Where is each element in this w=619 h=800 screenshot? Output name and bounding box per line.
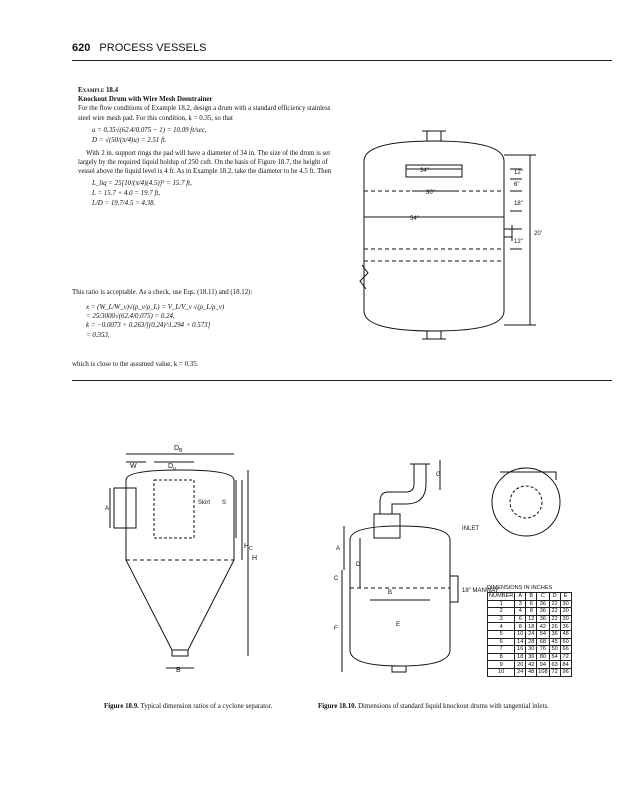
col-header: NUMBER <box>489 593 514 600</box>
table-cell: 48 <box>526 668 537 676</box>
table-cell: 96 <box>560 668 571 676</box>
label-A: A <box>336 546 341 552</box>
table-cell: 36 <box>537 615 549 623</box>
table-title: DIMENSIONS IN INCHES <box>487 585 553 591</box>
table-cell: 6 <box>526 600 537 608</box>
table-cell: 22 <box>549 600 560 608</box>
table-cell: 63 <box>549 661 560 669</box>
table-cell: 4 <box>515 608 526 616</box>
label-H: H <box>252 555 258 562</box>
table-cell: 94 <box>537 661 549 669</box>
table-cell: 45 <box>549 638 560 646</box>
equation-line: = 25/3000√(62.4/0.075) = 0.24, <box>86 313 175 321</box>
table-cell: 72 <box>560 653 571 661</box>
table-row <box>488 615 572 623</box>
col-header: B <box>526 593 537 601</box>
bottom-head <box>364 311 504 331</box>
table-cell: 12 <box>526 615 537 623</box>
table-cell: 36 <box>549 630 560 638</box>
table-cell: 30 <box>560 608 571 616</box>
col-header: D <box>549 593 560 601</box>
label-D: D <box>356 562 361 568</box>
table-cell: 28 <box>526 638 537 646</box>
label-20ft: 20' <box>534 231 542 237</box>
table-cell: 42 <box>537 623 549 631</box>
table-cell: 26 <box>549 623 560 631</box>
table-cell: 36 <box>537 608 549 616</box>
label-G: G <box>436 472 441 478</box>
label-Hc: $H_C$ <box>244 543 253 552</box>
table-cell: 3 <box>488 615 515 623</box>
label-12a: 12" <box>514 170 523 176</box>
table-cell: 8 <box>488 653 515 661</box>
label-DB: $D_B$ <box>174 445 183 454</box>
table-cell: 3 <box>515 600 526 608</box>
table-cell: 36 <box>526 653 537 661</box>
table-cell: 2 <box>488 608 515 616</box>
example-paragraph-3: This ratio is acceptable. As a check, use Eqs. (18.11) and (18.12): <box>72 289 253 296</box>
table-row <box>488 630 572 638</box>
label-30: 30" <box>426 190 435 196</box>
dust-outlet <box>172 650 188 656</box>
example-subtitle: Knockout Drum with Wire Mesh Deentrainer <box>78 96 213 104</box>
table-cell: 108 <box>538 669 548 676</box>
label-inlet: INLET <box>462 526 480 532</box>
table-cell: 18 <box>526 623 537 631</box>
table-cell: 16 <box>515 646 526 654</box>
label-skirt: Skirt <box>198 500 210 506</box>
col-header: A <box>515 593 526 601</box>
label-manway: 18" MANWAY <box>462 588 499 594</box>
table-cell: 9 <box>488 661 515 669</box>
inlet-duct <box>114 488 136 528</box>
col-header: C <box>537 593 549 601</box>
equation-line: L = 15.7 + 4.0 = 19.7 ft, <box>92 190 160 198</box>
cyclone-top <box>126 470 234 480</box>
equation-line: = 0.353, <box>86 331 110 339</box>
table-cell: 5 <box>488 630 515 638</box>
table-cell: 8 <box>526 608 537 616</box>
bottom-nozzle <box>427 331 441 339</box>
caption-title: Figure 18.9. <box>104 703 139 710</box>
equation-line: u = 0.35√(62.4/0.075 − 1) = 10.09 ft/sec, <box>92 126 207 134</box>
table-cell: 24 <box>526 630 537 638</box>
table-cell: 48 <box>560 630 571 638</box>
table-cell: 22 <box>549 615 560 623</box>
figure-18-9-caption <box>104 702 304 711</box>
label-A: A <box>105 506 110 512</box>
table-row <box>488 600 572 608</box>
equation-line: L_liq = 25[10/(π/4)(4.5)]² = 15.7 ft, <box>92 180 192 188</box>
label-B: B <box>176 667 181 674</box>
top-head <box>364 141 504 161</box>
label-12b: 12" <box>514 239 523 245</box>
label-F: F <box>334 626 338 632</box>
table-row <box>488 608 572 616</box>
label-C: C <box>334 576 339 582</box>
table-cell: 6 <box>488 638 515 646</box>
equation-group-2 <box>92 179 338 209</box>
drum-figure <box>350 125 560 355</box>
table-cell: 20 <box>515 661 526 669</box>
label-W: W <box>130 463 137 470</box>
gas-outlet-tube <box>154 480 194 538</box>
top-nozzle <box>427 131 441 141</box>
table-cell: 54 <box>537 630 549 638</box>
col-header: E <box>560 593 571 601</box>
dimension-table <box>487 592 572 677</box>
table-cell: 24 <box>515 668 526 676</box>
equation-group-1 <box>92 126 338 146</box>
plan-inner <box>510 486 542 518</box>
table-cell: 68 <box>537 638 549 646</box>
table-cell: 80 <box>537 653 549 661</box>
table-cell: 14 <box>515 638 526 646</box>
cyclone-cone <box>126 560 234 650</box>
caption-text: Dimensions of standard liquid knockout drums with tangential inlets. <box>358 703 549 710</box>
table-cell: 18 <box>515 653 526 661</box>
figure-18-10-caption <box>318 702 598 711</box>
table-cell: 36 <box>537 600 549 608</box>
plan-outer <box>492 468 560 536</box>
caption-title: Figure 18.10. <box>318 703 357 710</box>
table-header-row <box>488 593 572 601</box>
header-rule <box>72 60 612 61</box>
table-cell: 10 <box>488 668 515 676</box>
example-paragraph-4: which is close to the assumed value, k = 0.35. <box>72 361 199 368</box>
caption-text: Typical dimension ratios of a cyclone separator. <box>140 703 273 710</box>
page-number: 620 <box>72 42 91 54</box>
equation-line: k = −0.0073 + 0.263/[(0.24)^1.294 + 0.573] <box>86 322 211 330</box>
table-cell: 30 <box>560 615 571 623</box>
cyclone-figure <box>100 440 280 680</box>
example-intro: For the flow conditions of Example 18.2, design a drum with a standard efficiency stainless steel wire mesh pad. For this condition, k = 0.35, so that <box>78 105 331 122</box>
table-cell: 10 <box>515 630 526 638</box>
inlet-pipe <box>380 464 414 514</box>
table-cell: 8 <box>515 623 526 631</box>
manway <box>450 576 458 602</box>
table-cell: 30 <box>560 600 571 608</box>
table-cell: 22 <box>549 608 560 616</box>
table-cell: 30 <box>526 646 537 654</box>
label-18: 18" <box>514 201 523 207</box>
vessel-bottom <box>350 650 450 666</box>
inlet-nozzle <box>504 225 512 241</box>
table-row <box>488 668 572 676</box>
equation-line: L/D = 19.7/4.5 = 4.38. <box>92 200 156 208</box>
table-row <box>488 661 572 669</box>
table-cell: 50 <box>549 646 560 654</box>
table-row <box>488 646 572 654</box>
table-cell: 36 <box>560 623 571 631</box>
running-header <box>72 42 206 54</box>
table-cell: 7 <box>488 646 515 654</box>
example-block <box>78 86 338 212</box>
label-B: B <box>388 590 393 596</box>
dimension-table-block <box>487 585 572 677</box>
label-E: E <box>396 622 401 628</box>
table-cell: 66 <box>560 646 571 654</box>
table-row <box>488 653 572 661</box>
example-title: Example 18.4 <box>78 87 119 94</box>
mesh-pad <box>406 165 462 177</box>
table-cell: 84 <box>560 661 571 669</box>
table-cell: 6 <box>515 615 526 623</box>
table-row <box>488 623 572 631</box>
table-cell: 42 <box>526 661 537 669</box>
table-row <box>488 638 572 646</box>
table-cell: 4 <box>488 623 515 631</box>
table-cell: 76 <box>537 646 549 654</box>
table-cell: 54 <box>549 653 560 661</box>
drain-nozzle <box>392 666 406 672</box>
table-cell: 72 <box>549 668 560 676</box>
label-34: 34" <box>420 168 429 174</box>
equation-line: D = √(50/(π/4)u) = 2.51 ft. <box>92 136 167 144</box>
label-54: 54" <box>410 216 419 222</box>
table-cell: 1 <box>488 600 515 608</box>
example-paragraph-2: With 2 in. support rings the pad will have a diameter of 34 in. The size of the drum is set largely by the required liquid holdup of 250 cuft. On the basis of Figure 18.7, the height of vessel above the liquid level is 4 ft. As in Example 18.2, take the diameter to be 4.5 ft. Then <box>78 149 332 176</box>
table-cell: 60 <box>560 638 571 646</box>
label-6: 6" <box>514 182 520 188</box>
running-title: PROCESS VESSELS <box>99 42 207 54</box>
equation-line: x = (W_L/W_v)√(ρ_v/ρ_L) = V_L/V_v √(ρ_L/ρ_v) <box>86 304 225 311</box>
label-Do: $D_o$ <box>168 463 176 472</box>
label-S: S <box>222 500 227 506</box>
equation-group-3 <box>86 303 356 340</box>
section-rule <box>72 380 612 381</box>
